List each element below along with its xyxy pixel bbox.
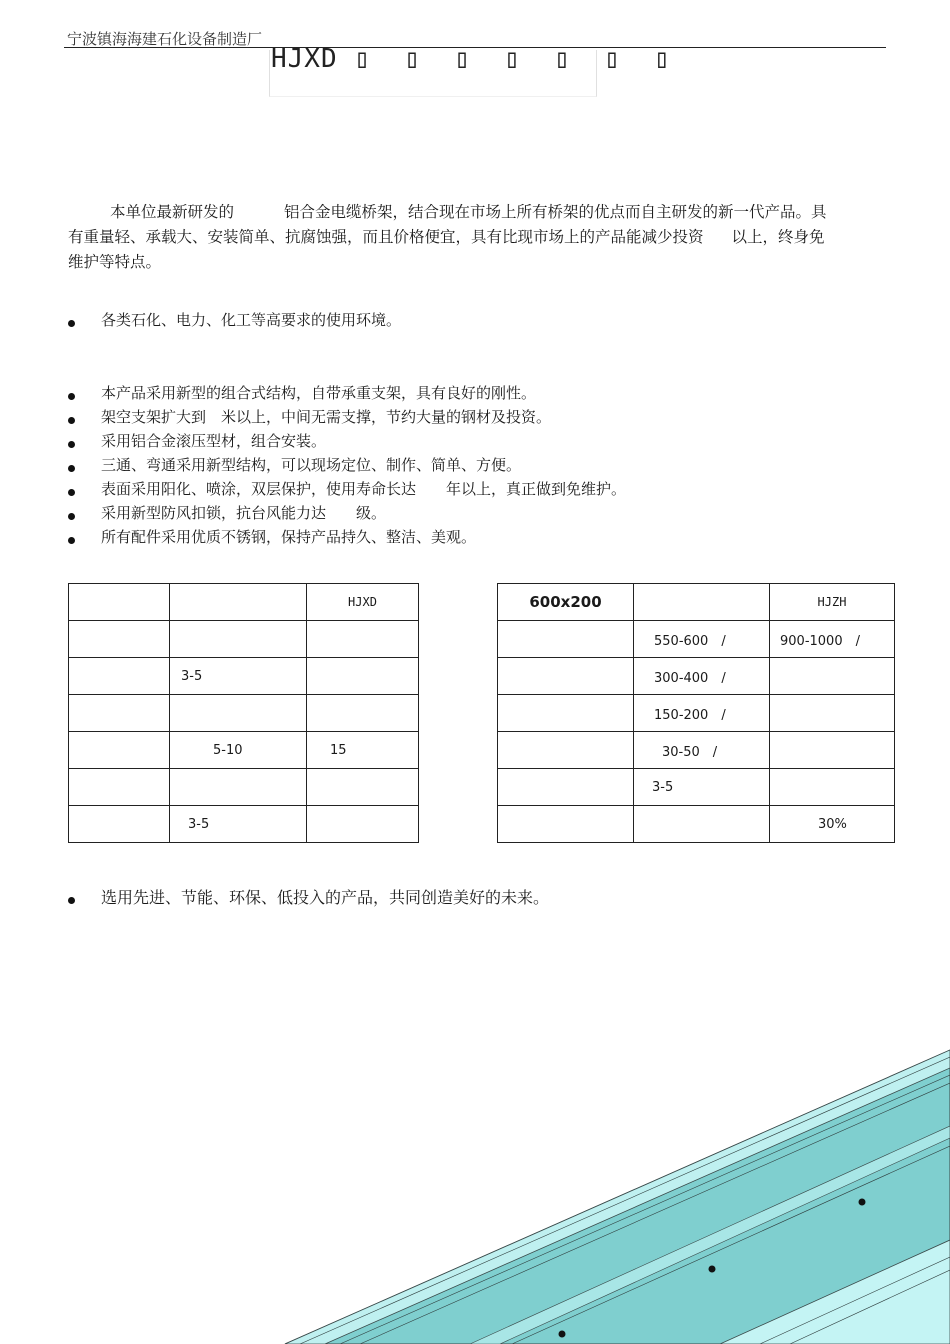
- tray-top-rail: [285, 1050, 950, 1344]
- table-cell: [307, 621, 419, 658]
- closing-item: [68, 886, 549, 910]
- closing-text: 选用先进、节能、环保、低投入的产品，共同创造美好的未来。: [101, 888, 550, 907]
- title-code: HJXD: [271, 44, 338, 74]
- title-missing-glyphs: ▯ ▯ ▯ ▯ ▯ ▯ ▯: [337, 44, 671, 74]
- tray-edge-line: [300, 1057, 950, 1344]
- table-cell: [634, 806, 770, 843]
- company-name: 宁波镇海海建石化设备制造厂: [67, 30, 263, 48]
- table-cell: [69, 732, 170, 769]
- bullet-dot: [68, 441, 75, 448]
- table-cell: HJZH: [770, 584, 895, 621]
- table-cell: 3-5: [170, 658, 307, 695]
- feature-item: [68, 429, 326, 453]
- table-cell: [498, 769, 634, 806]
- table-cell: [69, 769, 170, 806]
- spec-table-hjxd: [68, 583, 419, 843]
- table-cell: [498, 695, 634, 732]
- bullet-dot: [68, 489, 75, 496]
- table-row: [498, 695, 895, 732]
- table-row: [69, 769, 419, 806]
- table-cell: 550-600 /: [634, 621, 770, 658]
- table-cell: [170, 584, 307, 621]
- table-cell: [69, 621, 170, 658]
- bullet-dot: [68, 417, 75, 424]
- tray-body: [285, 1050, 950, 1344]
- tray-bolt-hole: [859, 1199, 866, 1206]
- table-row: [498, 806, 895, 843]
- table-cell: HJXD: [307, 584, 419, 621]
- feature-text: 所有配件采用优质不锈钢，保持产品持久、整洁、美观。: [101, 528, 477, 546]
- tray-edge-line: [512, 1146, 950, 1344]
- feature-text: 三通、弯通采用新型结构，可以现场定位、制作、简单、方便。: [101, 456, 522, 474]
- intro-line-1: [68, 200, 886, 225]
- feature-item: [68, 381, 536, 405]
- table-cell: [770, 732, 895, 769]
- feature-item: [68, 525, 476, 549]
- table-cell: [498, 621, 634, 658]
- table-cell: 15: [307, 732, 419, 769]
- table-cell: [498, 732, 634, 769]
- application-text: 各类石化、电力、化工等高要求的使用环境。: [101, 311, 402, 329]
- table-cell: [307, 695, 419, 732]
- feature-text: 表面采用阳化、喷涂，双层保护，使用寿命长达 年以上，真正做到免维护。: [101, 480, 627, 498]
- intro-line-2: [68, 225, 886, 250]
- table-cell: [69, 658, 170, 695]
- table-cell: 3-5: [634, 769, 770, 806]
- table-cell: 5-10: [170, 732, 307, 769]
- table-cell: 3-5: [170, 806, 307, 843]
- tray-bolt-hole: [709, 1266, 716, 1273]
- intro-text-1b: 铝合金电缆桥架，结合现在市场上所有桥架的优点而自主研发的新一代产品。具: [284, 203, 827, 221]
- table-cell: [770, 658, 895, 695]
- table-row: [69, 732, 419, 769]
- table-row: [69, 806, 419, 843]
- table-cell: [498, 806, 634, 843]
- table-cell: [69, 695, 170, 732]
- feature-text: 采用铝合金滚压型材，组合安装。: [101, 432, 327, 450]
- intro-paragraph: [68, 200, 886, 275]
- table-cell: [170, 695, 307, 732]
- feature-item: [68, 477, 626, 501]
- bullet-dot: [68, 537, 75, 544]
- intro-text-2a: 有重量轻、承载大、安装简单、抗腐蚀强，而且价格便宜，具有比现市场上的产品能减少投资: [68, 228, 704, 246]
- table-row: [498, 769, 895, 806]
- bullet-dot: [68, 320, 75, 327]
- table-cell: [770, 695, 895, 732]
- table-cell: [69, 584, 170, 621]
- table-cell: 600x200: [498, 584, 634, 621]
- spec-table-hjzh: [497, 583, 895, 843]
- table-cell: [170, 621, 307, 658]
- table-cell: [170, 769, 307, 806]
- table-cell: 300-400 /: [634, 658, 770, 695]
- bullet-dot: [68, 393, 75, 400]
- tray-edge-line: [790, 1270, 950, 1344]
- feature-text: 本产品采用新型的组合式结构，自带承重支架，具有良好的刚性。: [101, 384, 537, 402]
- table-cell: [307, 769, 419, 806]
- tray-edge-line: [760, 1257, 950, 1344]
- intro-text-1a: 本单位最新研发的: [110, 203, 235, 221]
- table-cell: 30%: [770, 806, 895, 843]
- bullet-dot: [68, 465, 75, 472]
- table-row: [69, 584, 419, 621]
- table-row: [498, 584, 895, 621]
- table-cell: [69, 806, 170, 843]
- intro-text-2b: 以上，终身免: [731, 228, 825, 246]
- feature-text: 架空支架扩大到 米以上，中间无需支撑，节约大量的钢材及投资。: [101, 408, 552, 426]
- table-cell: [770, 769, 895, 806]
- table-cell: [634, 584, 770, 621]
- table-cell: [307, 806, 419, 843]
- table-row: [69, 621, 419, 658]
- bullet-dot: [68, 897, 75, 904]
- table-cell: 150-200 /: [634, 695, 770, 732]
- bullet-dot: [68, 513, 75, 520]
- application-item: [68, 308, 401, 332]
- table-cell: [307, 658, 419, 695]
- intro-line-3: 维护等特点。: [68, 253, 162, 271]
- feature-item: [68, 405, 551, 429]
- tray-edge-line: [360, 1083, 950, 1344]
- table-row: [498, 621, 895, 658]
- table-cell: [498, 658, 634, 695]
- tray-lower-band: [470, 1126, 950, 1344]
- table-row: [498, 658, 895, 695]
- table-cell: 30-50 /: [634, 732, 770, 769]
- table-cell: 900-1000 /: [770, 621, 895, 658]
- table-row: [69, 658, 419, 695]
- tray-bolt-hole: [559, 1331, 566, 1338]
- table-row: [498, 732, 895, 769]
- feature-item: [68, 453, 521, 477]
- tray-edge-line: [340, 1075, 950, 1344]
- tray-side-face: [720, 1240, 950, 1344]
- feature-item: [68, 501, 386, 525]
- table-row: [69, 695, 419, 732]
- feature-text: 采用新型防风扣锁，抗台风能力达 级。: [101, 504, 387, 522]
- document-title: [271, 44, 671, 74]
